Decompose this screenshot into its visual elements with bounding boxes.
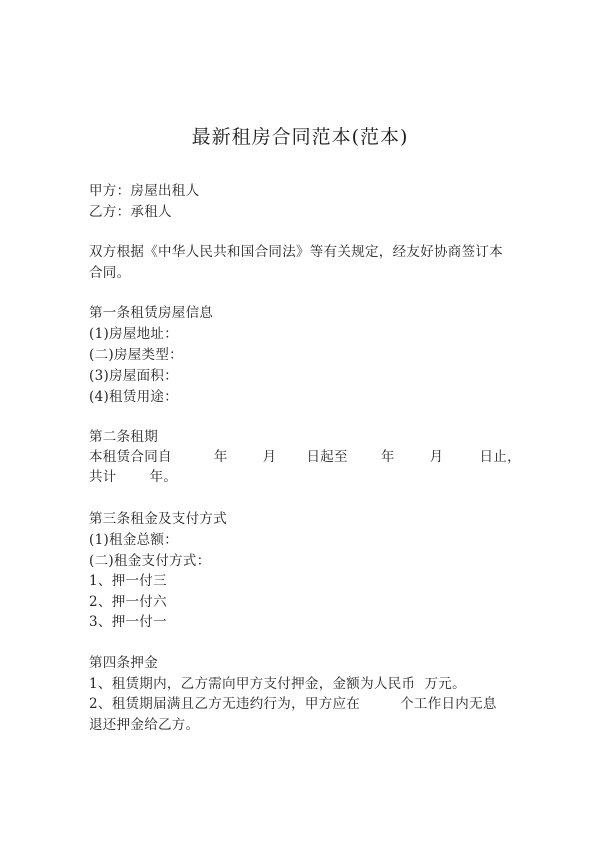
article3-option-2: 2、押一付六 (89, 594, 167, 610)
article3-item-method: (二)租金支付方式： (89, 553, 211, 569)
article1-item-type: (二)房屋类型： (89, 347, 183, 363)
article4-item-2-cont: 退还押金给乙方。 (89, 717, 200, 733)
article4-item-2 (89, 694, 497, 714)
article4-item-1: 1、租赁期内，乙方需向甲方支付押金，金额为人民币 万元。 (89, 676, 466, 692)
total-years: 年。 (149, 469, 178, 485)
article3-option-3: 3、押一付一 (89, 614, 167, 630)
term-text-from: 本租赁合同自 (89, 449, 172, 465)
term-year-2: 年 (380, 449, 395, 465)
article2-term-line (89, 447, 521, 467)
article1-item-area: (3)房屋面积： (89, 368, 179, 384)
preamble-line-1: 双方根据《中华人民共和国合同法》等有关规定，经友好协商签订本 (89, 244, 503, 260)
party-a: 甲方：房屋出租人 (89, 183, 200, 199)
total-label: 共计 (89, 469, 117, 485)
article3-item-total: (1)租金总额： (89, 532, 179, 548)
party-b: 乙方：承租人 (89, 204, 172, 220)
article3-heading: 第三条租金及支付方式 (89, 511, 227, 527)
term-day-end: 日止， (479, 449, 521, 465)
article2-total-line (89, 467, 177, 487)
preamble-line-2: 合同。 (89, 265, 131, 281)
article4-heading: 第四条押金 (89, 655, 158, 671)
article1-heading: 第一条租赁房屋信息 (89, 305, 214, 321)
term-year-1: 年 (213, 449, 228, 465)
term-month-2: 月 (429, 449, 444, 465)
article1-item-address: (1)房屋地址： (89, 326, 179, 342)
article2-heading: 第二条租期 (89, 429, 158, 445)
term-month-1: 月 (262, 449, 277, 465)
document-title: 最新租房合同范本(范本) (191, 126, 409, 148)
article4-item-2-b: 个工作日内无息 (400, 696, 497, 712)
term-day-start: 日起至 (306, 449, 348, 465)
article3-option-1: 1、押一付三 (89, 573, 167, 589)
article4-item-2-a: 2、租赁期届满且乙方无违约行为，甲方应在 (89, 696, 361, 712)
article1-item-usage: (4)租赁用途： (89, 389, 179, 405)
